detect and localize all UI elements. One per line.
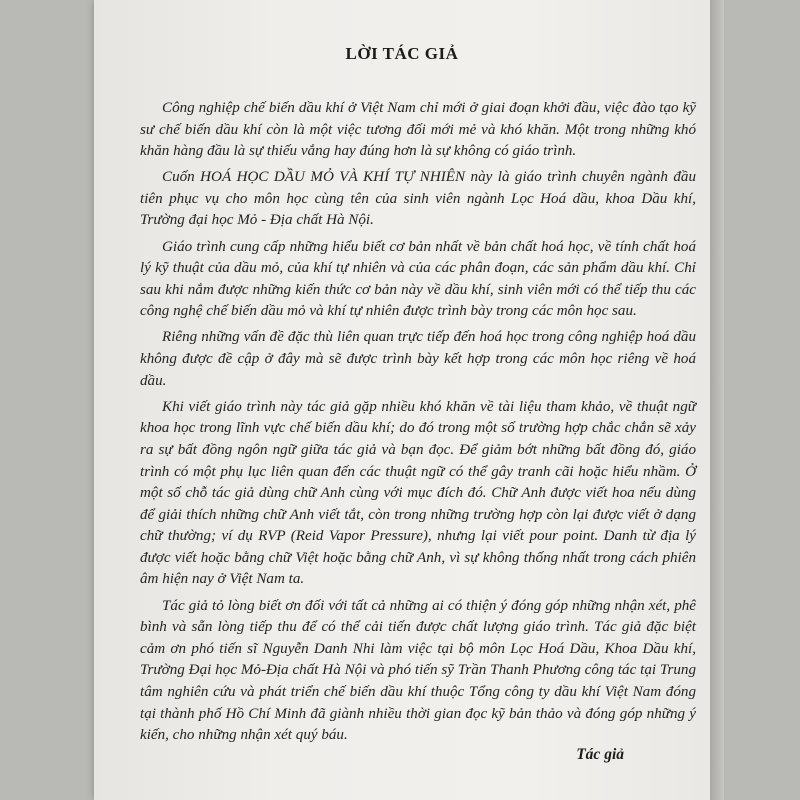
- page-title: LỜI TÁC GIẢ: [345, 44, 459, 63]
- author-signature: Tác giả: [576, 746, 624, 763]
- paragraph: Cuốn HOÁ HỌC DẦU MỎ VÀ KHÍ TỰ NHIÊN này là giáo trình chuyên ngành đầu tiên phục vụ cho môn học cùng tên của sinh viên ngành Lọc Hoá dầu, khoa Dầu khí, Trường đại học Mỏ - Địa chất Hà Nội.: [140, 169, 696, 229]
- book-page: [94, 0, 710, 800]
- preface-body: [140, 98, 696, 751]
- paragraph: Công nghiệp chế biến dầu khí ở Việt Nam chỉ mới ở giai đoạn khởi đầu, việc đào tạo kỹ sư chế biến dầu khí còn là một việc tương đối mới mẻ và khó khăn. Một trong những khó khăn hàng đầu là sự thiếu vắng hay đúng hơn là sự không có giáo trình.: [140, 100, 696, 160]
- page-edge: [710, 0, 724, 800]
- paragraph: Khi viết giáo trình này tác giả gặp nhiều khó khăn về tài liệu tham khảo, về thuật ngữ khoa học trong lĩnh vực chế biến dầu khí; do đó trong một số trường hợp chắc chắn sẽ xảy ra sự bất đồng ngôn ngữ giữa tác giả và bạn đọc. Để giảm bớt những bất đồng đó, giáo trình có một phụ lục liên quan đến các thuật ngữ có thể gây tranh cãi hoặc hiểu nhầm. Ở một số chỗ tác giả dùng chữ Anh cùng với mục đích đó. Chữ Anh được viết hoa nếu dùng để giải thích những chữ Anh viết tắt, còn trong những trường hợp còn lại được viết ở dạng chữ thường; ví dụ RVP (Reid Vapor Pressure), nhưng lại viết pour point. Danh từ địa lý được viết hoặc bằng chữ Việt hoặc bằng chữ Anh, vì sự không thống nhất trong cách phiên âm hiện nay ở Việt Nam ta.: [140, 398, 696, 588]
- paragraph: Giáo trình cung cấp những hiểu biết cơ bản nhất về bản chất hoá học, về tính chất hoá lý kỹ thuật của dầu mỏ, của khí tự nhiên và của các phân đoạn, các sản phẩm dầu khí. Chỉ sau khi nắm được những kiến thức cơ bản này về dầu khí, sinh viên mới có thể tiếp thu các công nghệ chế biến dầu mỏ và khí tự nhiên được trình bày trong các môn học sau.: [140, 238, 696, 320]
- paragraph: Tác giả tỏ lòng biết ơn đối với tất cả những ai có thiện ý đóng góp những nhận xét, phê bình và sẵn lòng tiếp thu để có thể cải tiến được chất lượng giáo trình. Tác giả đặc biệt cảm ơn phó tiến sĩ Nguyễn Danh Nhi làm việc tại bộ môn Lọc Hoá Dầu, Khoa Dầu khí, Trường Đại học Mỏ-Địa chất Hà Nội và phó tiến sỹ Trần Thanh Phương công tác tại Trung tâm nghiên cứu và phát triển chế biến dầu khí thuộc Tổng công ty dầu khí Việt Nam đóng tại thành phố Hồ Chí Minh đã giành nhiều thời gian đọc kỹ bản thảo và đóng góp những ý kiến, cho những nhận xét quý báu.: [140, 597, 696, 744]
- paragraph: Riêng những vấn đề đặc thù liên quan trực tiếp đến hoá học trong công nghiệp hoá dầu không được đề cập ở đây mà sẽ được trình bày kết hợp trong các môn học riêng về hoá dầu.: [140, 329, 696, 389]
